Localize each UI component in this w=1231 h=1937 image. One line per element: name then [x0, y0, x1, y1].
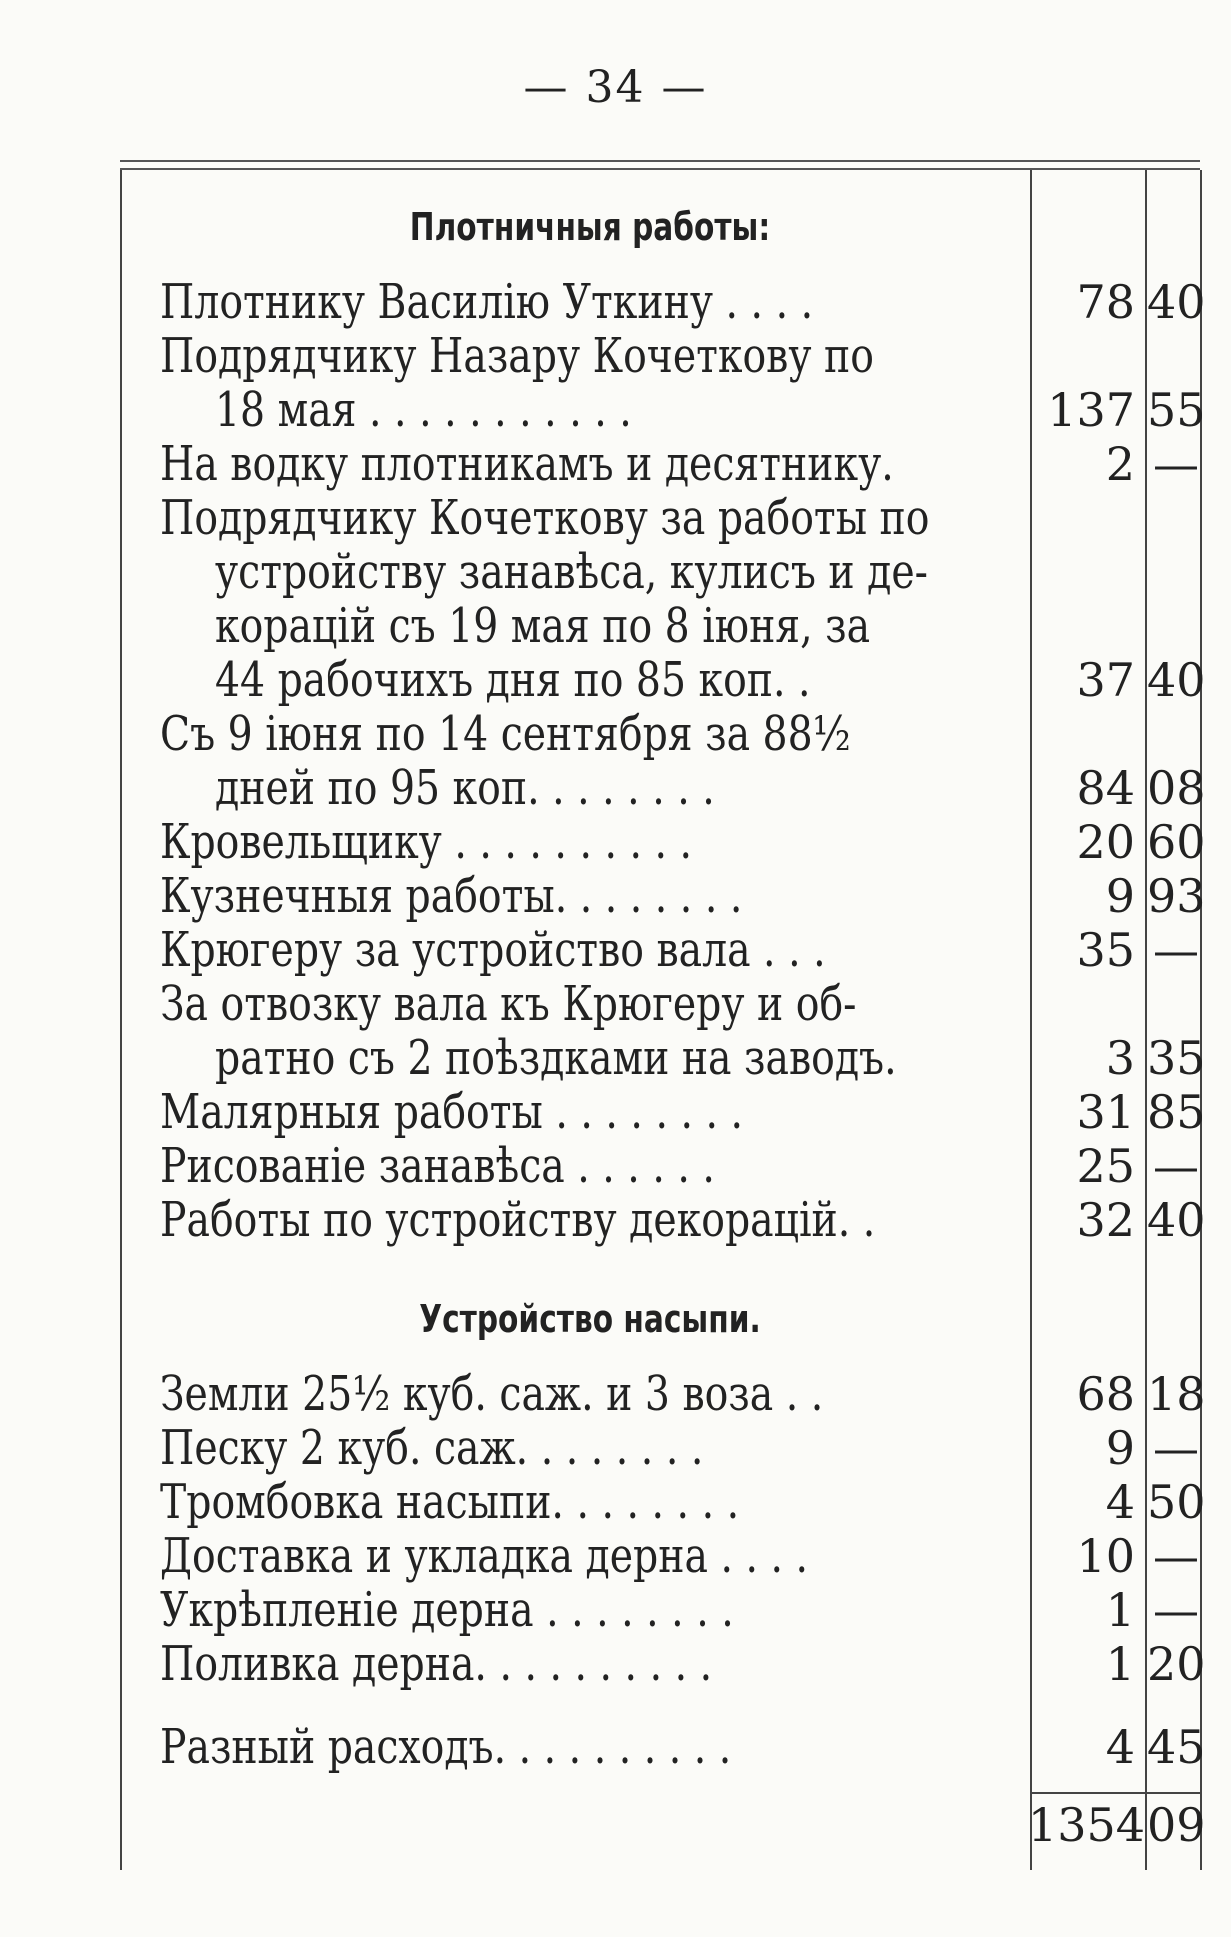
amount-kopecks: 50: [1147, 1475, 1206, 1529]
entry-line: [0, 1421, 1231, 1475]
amount-rubles: 68: [1076, 1367, 1135, 1421]
entry-line: [0, 815, 1231, 869]
amount-rubles: 25: [1076, 1139, 1135, 1193]
entry-line: [0, 491, 1231, 545]
section-title: Плотничныя работы:: [409, 205, 771, 249]
entry-line: [0, 1583, 1231, 1637]
entry-text: дней по 95 коп. . . . . . . .: [215, 760, 715, 816]
amount-rubles: 20: [1076, 815, 1135, 869]
entry-line: [0, 1193, 1231, 1247]
entry-text: 44 рабочихъ дня по 85 коп. .: [215, 652, 811, 708]
entry-text: устройству занавѣса, кулисъ и де-: [215, 544, 928, 600]
amount-rubles: 31: [1076, 1085, 1135, 1139]
top-rule-second: [120, 168, 1200, 170]
entry-line: [0, 653, 1231, 707]
ledger-entry: [0, 1583, 1231, 1637]
ledger-entry: [0, 869, 1231, 923]
amount-rubles: 1: [1105, 1583, 1135, 1637]
entry-line: [0, 1139, 1231, 1193]
entry-text: Тромбовка насыпи. . . . . . . .: [160, 1474, 740, 1530]
entry-line: [0, 329, 1231, 383]
entry-line: [0, 545, 1231, 599]
amount-kopecks: —: [1153, 1421, 1199, 1475]
amount-rubles: 9: [1105, 1421, 1135, 1475]
amount-kopecks: 40: [1147, 653, 1206, 707]
ledger-entry: [0, 1529, 1231, 1583]
ledger-entry: [0, 1139, 1231, 1193]
amount-kopecks: 18: [1147, 1367, 1206, 1421]
amount-kopecks: 08: [1147, 761, 1206, 815]
amount-kopecks: —: [1153, 1529, 1199, 1583]
ledger-entry: [0, 707, 1231, 815]
entry-text: Работы по устройству декорацій. .: [160, 1192, 876, 1248]
amount-rubles: 37: [1076, 653, 1135, 707]
entry-line: [0, 1720, 1231, 1774]
amount-rubles: 1: [1105, 1637, 1135, 1691]
entry-text: Крюгеру за устройство вала . . .: [160, 922, 826, 978]
entry-line: [0, 923, 1231, 977]
entry-text: Съ 9 іюня по 14 сентября за 88½: [160, 706, 851, 762]
entry-text: Разный расходъ. . . . . . . . . .: [160, 1719, 732, 1775]
amount-kopecks: —: [1153, 1583, 1199, 1637]
amount-rubles: 2: [1105, 437, 1135, 491]
ledger-entry: [0, 329, 1231, 437]
entry-text: Кузнечныя работы. . . . . . . .: [160, 868, 743, 924]
amount-kopecks: 55: [1147, 383, 1206, 437]
amount-rubles: 9: [1105, 869, 1135, 923]
entry-text: Земли 25½ куб. саж. и 3 воза . .: [160, 1366, 824, 1422]
amount-kopecks: 20: [1147, 1637, 1206, 1691]
amount-kopecks: —: [1153, 1139, 1199, 1193]
ledger-entry: [0, 923, 1231, 977]
entry-text: Укрѣпленіе дерна . . . . . . . .: [160, 1582, 734, 1638]
entry-text: Малярныя работы . . . . . . . .: [160, 1084, 744, 1140]
entry-text: На водку плотникамъ и десятнику.: [160, 436, 894, 492]
amount-rubles: 10: [1076, 1529, 1135, 1583]
entry-line: [0, 761, 1231, 815]
entry-text: 18 мая . . . . . . . . . . .: [215, 382, 632, 438]
entry-text: Кровельщику . . . . . . . . . .: [160, 814, 693, 870]
ledger-entry: [0, 491, 1231, 707]
amount-kopecks: 60: [1147, 815, 1206, 869]
total-kopecks: 09: [1147, 1798, 1206, 1852]
amount-rubles: 4: [1105, 1720, 1135, 1774]
entry-text: корацій съ 19 мая по 8 іюня, за: [215, 598, 871, 654]
amount-kopecks: 93: [1147, 869, 1206, 923]
amount-kopecks: —: [1153, 923, 1199, 977]
amount-rubles: 35: [1076, 923, 1135, 977]
amount-kopecks: 85: [1147, 1085, 1206, 1139]
ledger-entry: [0, 437, 1231, 491]
entry-line: [0, 1475, 1231, 1529]
amount-rubles: 3: [1105, 1031, 1135, 1085]
entry-line: [0, 1085, 1231, 1139]
total-rule: [1030, 1792, 1200, 1794]
ledger-entry: [0, 1421, 1231, 1475]
amount-kopecks: —: [1153, 437, 1199, 491]
amount-rubles: 137: [1047, 383, 1135, 437]
entry-text: Подрядчику Назару Кочеткову по: [160, 328, 874, 384]
entry-text: Плотнику Василію Уткину . . . .: [160, 274, 814, 330]
entry-text: Песку 2 куб. саж. . . . . . . .: [160, 1420, 704, 1476]
amount-kopecks: 45: [1147, 1720, 1206, 1774]
ledger-entry: [0, 1085, 1231, 1139]
entry-line: [0, 1367, 1231, 1421]
entry-line: [0, 707, 1231, 761]
entry-text: Подрядчику Кочеткову за работы по: [160, 490, 930, 546]
ledger-entry: [0, 1637, 1231, 1691]
ledger-entry: [0, 1475, 1231, 1529]
amount-kopecks: 40: [1147, 1193, 1206, 1247]
entry-line: [0, 1529, 1231, 1583]
entry-line: [0, 437, 1231, 491]
amount-rubles: 4: [1105, 1475, 1135, 1529]
entry-text: За отвозку вала къ Крюгеру и об-: [160, 976, 857, 1032]
entry-line: [0, 977, 1231, 1031]
ledger-entry: [0, 1193, 1231, 1247]
total-row: [0, 1796, 1231, 1854]
ledger-entry: [0, 1720, 1231, 1774]
entry-text: Доставка и укладка дерна . . . .: [160, 1528, 809, 1584]
section-title: Устройство насыпи.: [419, 1297, 761, 1341]
entry-line: [0, 275, 1231, 329]
total-rubles: 1354: [1027, 1798, 1145, 1852]
amount-kopecks: 40: [1147, 275, 1206, 329]
entry-text: Поливка дерна. . . . . . . . . .: [160, 1636, 713, 1692]
entry-line: [0, 1637, 1231, 1691]
entry-line: [0, 1031, 1231, 1085]
ledger-entry: [0, 977, 1231, 1085]
ledger-entry: [0, 1367, 1231, 1421]
amount-rubles: 32: [1076, 1193, 1135, 1247]
entry-line: [0, 869, 1231, 923]
entry-line: [0, 599, 1231, 653]
entry-line: [0, 383, 1231, 437]
amount-rubles: 78: [1076, 275, 1135, 329]
top-rule: [120, 160, 1200, 162]
amount-kopecks: 35: [1147, 1031, 1206, 1085]
ledger-entry: [0, 815, 1231, 869]
entry-text: Рисованіе занавѣса . . . . . .: [160, 1138, 715, 1194]
page-number: — 34 —: [523, 62, 708, 113]
ledger-entry: [0, 275, 1231, 329]
amount-rubles: 84: [1076, 761, 1135, 815]
entry-text: ратно съ 2 поѣздками на заводъ.: [215, 1030, 897, 1086]
